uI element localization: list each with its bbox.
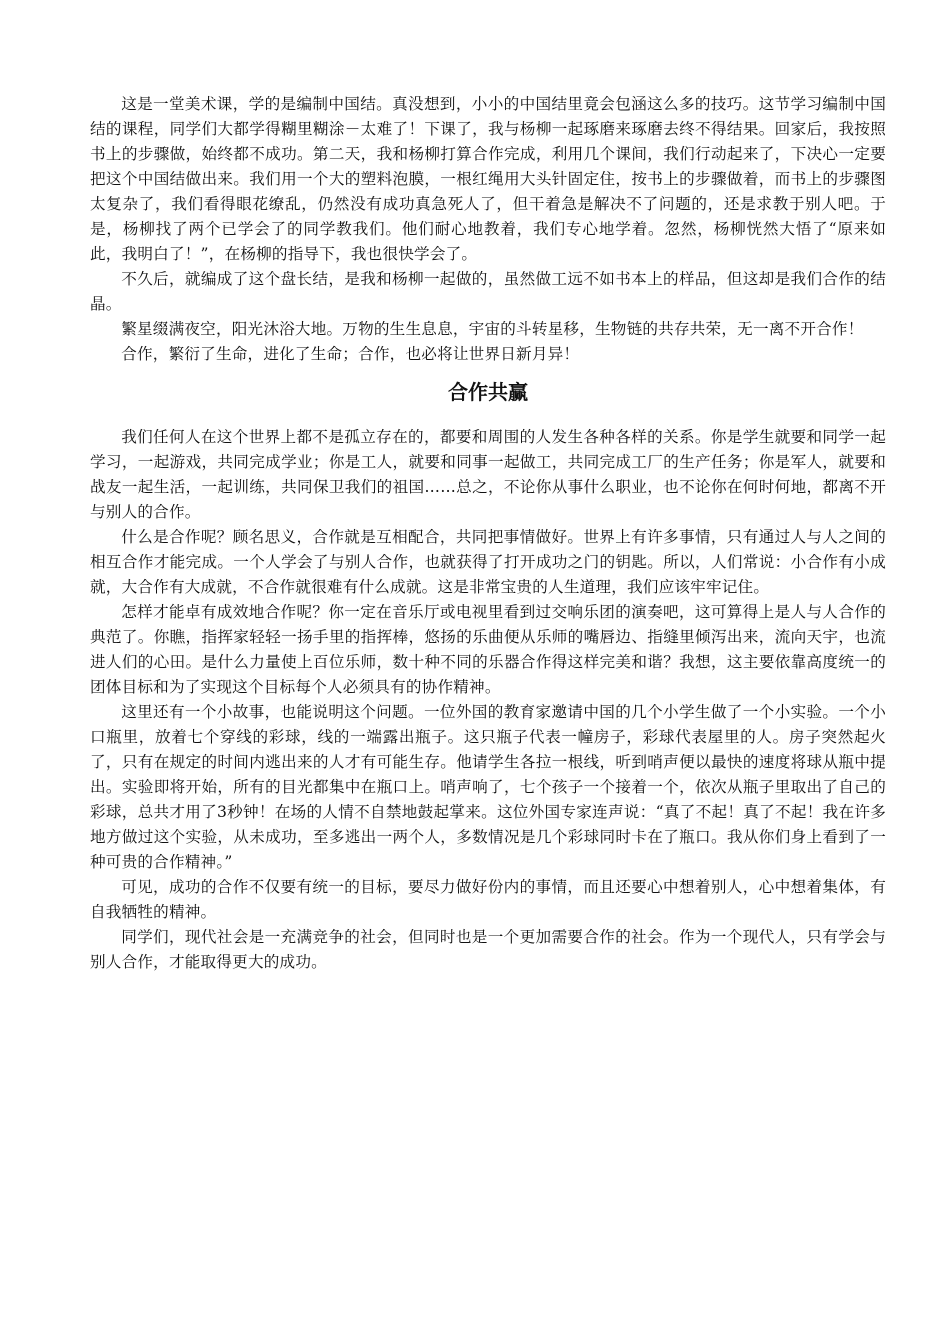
paragraph: 我们任何人在这个世界上都不是孤立存在的，都要和周围的人发生各种各样的关系。你是学生就要和同学一起学习，一起游戏，共同完成学业；你是工人，就要和同事一起做工，共同完成工厂的生产任务；你是军人，就要和战友一起生活，一起训练，共同保卫我们的祖国……总之，不论你从事什么职业，也不论你在何时何地，都离不开与别人的合作。 — [90, 428, 886, 521]
paragraph: 不久后，就编成了这个盘长结，是我和杨柳一起做的，虽然做工远不如书本上的样品，但这却是我们合作的结晶。 — [90, 270, 886, 313]
paragraph: 可见，成功的合作不仅要有统一的目标，要尽力做好份内的事情，而且还要心中想着别人，心中想着集体，有自我牺牲的精神。 — [90, 878, 886, 921]
document-page — [90, 92, 886, 975]
section-spacer — [90, 367, 886, 378]
paragraph: 什么是合作呢？顾名思义，合作就是互相配合，共同把事情做好。世界上有许多事情，只有通过人与人之间的相互合作才能完成。一个人学会了与别人合作，也就获得了打开成功之门的钥匙。所以，人们常说：小合作有小成就，大合作有大成就，不合作就很难有什么成就。这是非常宝贵的人生道理，我们应该牢牢记住。 — [90, 528, 886, 596]
paragraph: 繁星缀满夜空，阳光沐浴大地。万物的生生息息，宇宙的斗转星移，生物链的共存共荣，无一离不开合作！ — [121, 320, 864, 338]
paragraph: 怎样才能卓有成效地合作呢？你一定在音乐厅或电视里看到过交响乐团的演奏吧，这可算得上是人与人合作的典范了。你瞧，指挥家轻轻一扬手里的指挥棒，悠扬的乐曲便从乐师的嘴唇边、指缝里倾泻出来，流向天宇，也流进人们的心田。是什么力量使上百位乐师，数十种不同的乐器合作得这样完美和谐？我想，这主要依靠高度统一的团体目标和为了实现这个目标每个人必须具有的协作精神。 — [90, 603, 886, 696]
paragraph: 合作，繁衍了生命，进化了生命；合作，也必将让世界日新月异！ — [121, 345, 580, 363]
title-spacer — [90, 406, 886, 425]
paragraph: 同学们，现代社会是一充满竞争的社会，但同时也是一个更加需要合作的社会。作为一个现代人，只有学会与别人合作，才能取得更大的成功。 — [90, 928, 886, 971]
essay-section-2 — [90, 425, 886, 975]
paragraph: 这是一堂美术课，学的是编制中国结。真没想到，小小的中国结里竟会包涵这么多的技巧。这节学习编制中国结的课程，同学们大都学得糊里糊涂－太难了！下课了，我与杨柳一起琢磨来琢磨去终不得结果。回家后，我按照书上的步骤做，始终都不成功。第二天，我和杨柳打算合作完成，利用几个课间，我们行动起来了，下决心一定要把这个中国结做出来。我们用一个大的塑料泡膜，一根红绳用大头针固定住，按书上的步骤做着，而书上的步骤图太复杂了，我们看得眼花缭乱，仍然没有成功真急死人了，但干着急是解决不了问题的，还是求教于别人吧。于是，杨柳找了两个已学会了的同学教我们。他们耐心地教着，我们专心地学着。忽然，杨柳恍然大悟了“原来如此，我明白了！”，在杨柳的指导下，我也很快学会了。 — [90, 95, 886, 263]
paragraph: 这里还有一个小故事，也能说明这个问题。一位外国的教育家邀请中国的几个小学生做了一个小实验。一个小口瓶里，放着七个穿线的彩球，线的一端露出瓶子。这只瓶子代表一幢房子，彩球代表屋里的人。房子突然起火了，只有在规定的时间内逃出来的人才有可能生存。他请学生各拉一根线，听到哨声便以最快的速度将球从瓶中提出。实验即将开始，所有的目光都集中在瓶口上。哨声响了，七个孩子一个接着一个，依次从瓶子里取出了自己的彩球，总共才用了3秒钟！在场的人情不自禁地鼓起掌来。这位外国专家连声说：“真了不起！真了不起！我在许多地方做过这个实验，从未成功，至多逃出一两个人，多数情况是几个彩球同时卡在了瓶口。我从你们身上看到了一种可贵的合作精神。” — [90, 703, 886, 871]
essay-section-1 — [90, 92, 886, 367]
essay-title: 合作共赢 — [448, 380, 528, 404]
